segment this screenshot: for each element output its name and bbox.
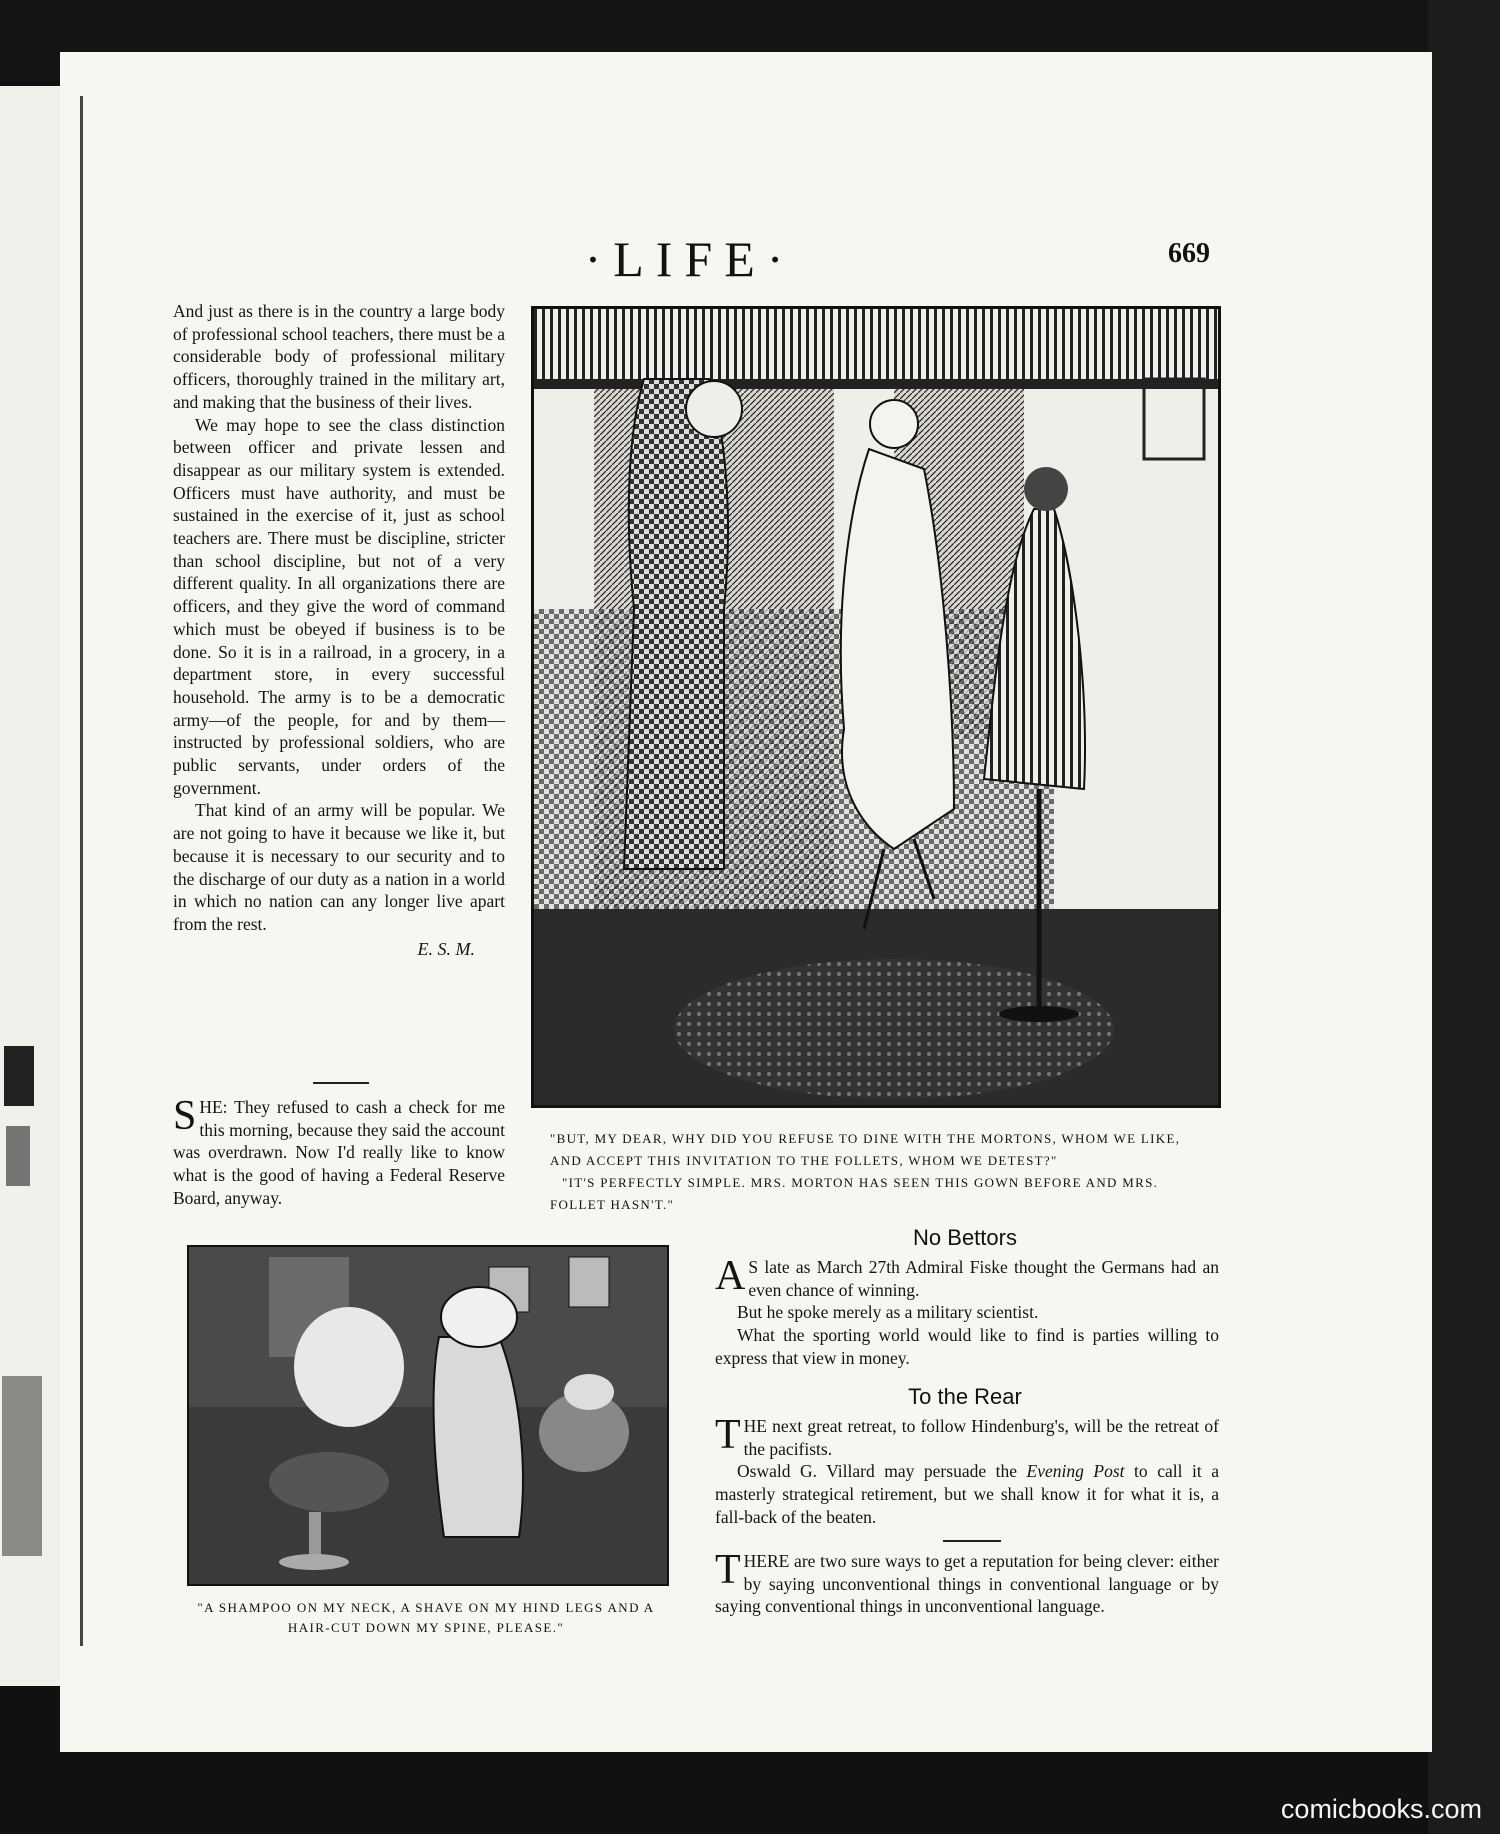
article-text: What the sporting world would like to find is parties willing to express that view in money.	[715, 1325, 1219, 1368]
dropcap: T	[715, 1412, 741, 1458]
page-spine	[80, 96, 83, 1646]
to-the-rear-heading: To the Rear	[908, 1384, 1022, 1409]
clever-paragraph	[715, 1547, 1219, 1618]
site-watermark: comicbooks.com	[1280, 1794, 1482, 1824]
to-the-rear-article	[715, 1412, 1219, 1529]
article-text: Oswald G. Villard may persuade the	[737, 1461, 1027, 1482]
dropcap: T	[715, 1547, 741, 1593]
she-joke	[173, 1090, 505, 1210]
article-text: HE next great retreat, to follow Hindenburg's, will be the retreat of the pacifists.	[743, 1416, 1219, 1459]
caption-line: "IT'S PERFECTLY SIMPLE. MRS. MORTON HAS SEEN THIS GOWN BEFORE AND MRS. FOLLET HASN'T."	[550, 1175, 1159, 1212]
article-text: S late as March 27th Admiral Fiske thought the Germans had an even chance of winning.	[748, 1257, 1219, 1300]
article-text: HERE are two sure ways to get a reputation for being clever: either by saying unconventional things in conventional language or by saying conventional things in unconventional language.	[715, 1551, 1219, 1617]
no-bettors-heading: No Bettors	[913, 1225, 1017, 1250]
facing-page-art	[4, 1046, 34, 1106]
facing-page-art	[2, 1376, 42, 1556]
dropcap: S	[173, 1093, 197, 1139]
bedroom-cartoon-caption	[550, 1128, 1200, 1216]
she-joke-text: HE: They refused to cash a check for me this morning, because they said the account was overdrawn. Now I'd really like to know what is the good of having a Federal Reserve Board, anyway.	[173, 1097, 505, 1208]
section-divider	[943, 1540, 1001, 1542]
article-text: to call it a masterly strategical retirement, but we shall know it for what it is, a fall-back of the beaten.	[715, 1461, 1219, 1527]
dog-barber-caption: "A SHAMPOO ON MY NECK, A SHAVE ON MY HIND LEGS AND A HAIR-CUT DOWN MY SPINE, PLEASE."	[197, 1600, 655, 1635]
bedroom-cartoon-drawing	[534, 309, 1218, 1105]
newspaper-name: Evening Post	[1026, 1461, 1125, 1482]
section-divider	[313, 1082, 369, 1084]
facing-page-edge	[0, 86, 63, 1686]
author-signature: E. S. M.	[417, 938, 475, 959]
editorial-column	[173, 300, 505, 960]
facing-page-art	[6, 1126, 30, 1186]
bedroom-cartoon-illustration	[531, 306, 1221, 1108]
dog-barber-cartoon-illustration	[187, 1245, 669, 1586]
dog-barber-drawing	[189, 1247, 667, 1584]
page-number: 669	[1168, 238, 1210, 269]
masthead-title: ·LIFE·	[584, 231, 796, 287]
editorial-paragraph: And just as there is in the country a large body of professional school teachers, there must be a considerable body of professional military officers, thoroughly trained in the military art, and making that the business of their lives.	[173, 301, 505, 412]
page-header	[0, 230, 1500, 290]
editorial-paragraph: We may hope to see the class distinction between officer and private lessen and disappear as our military system is extended. Officers must have authority, and must be sustained in the exercise of it, just as school teachers are. There must be discipline, stricter than school discipline, but not of a very different quality. In all organizations there are officers, and they give the word of command which must be obeyed if business is to be done. So it is in a railroad, in a grocery, in a department store, in every successful household. The army is to be a democratic army—of the people, for and by them—instructed by professional soldiers, who are public servants, under orders of the government.	[173, 414, 505, 798]
editorial-paragraph: That kind of an army will be popular. We are not going to have it because we like it, but because it is necessary to our security and to the discharge of our duty as a nation in a world in which no nation can any longer live apart from the rest.	[173, 800, 505, 934]
dropcap: A	[715, 1253, 746, 1299]
no-bettors-article	[715, 1253, 1219, 1370]
caption-line: "BUT, MY DEAR, WHY DID YOU REFUSE TO DINE WITH THE MORTONS, WHOM WE LIKE, AND ACCEPT THIS INVITATION TO THE FOLLETS, WHOM WE DETEST?"	[550, 1131, 1181, 1168]
article-text: But he spoke merely as a military scientist.	[737, 1302, 1039, 1323]
